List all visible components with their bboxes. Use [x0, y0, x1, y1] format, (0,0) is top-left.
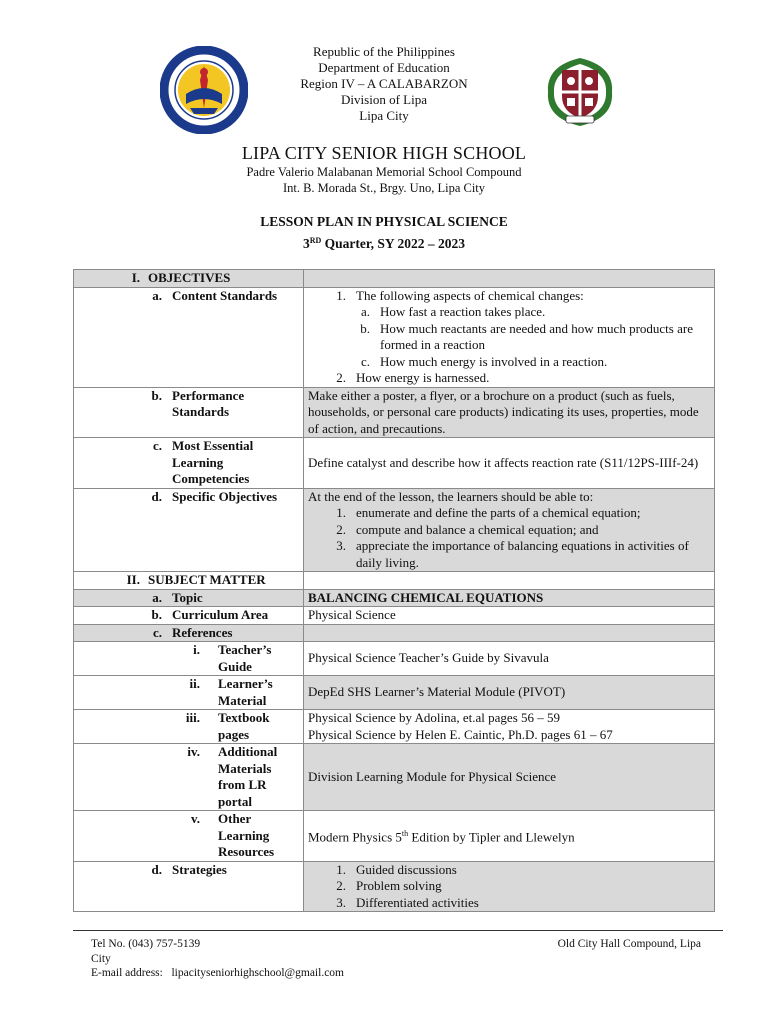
row-label: References: [172, 624, 233, 640]
row-label: Performance Standards: [172, 387, 245, 419]
table-row: v. Other Learning Resources Modern Physics 5th Edition by Tipler and Llewelyn: [74, 811, 715, 862]
section-title: SUBJECT MATTER: [148, 572, 266, 587]
row-value: Division Learning Module for Physical Science: [304, 744, 715, 811]
footer-email: E-mail address: lipacityseniorhighschool@gmail.com: [91, 967, 345, 979]
header-line: Lipa City: [359, 108, 409, 123]
footer-divider: [73, 930, 723, 931]
row-label: Learner’s Material: [218, 676, 273, 708]
school-address-1: Padre Valerio Malabanan Memorial School Compound: [246, 165, 522, 179]
table-row: a. Topic BALANCING CHEMICAL EQUATIONS: [74, 589, 715, 607]
row-value: DepEd SHS Learner’s Material Module (PIVOT): [304, 676, 715, 710]
table-row: iii. Textbook pages Physical Science by Adolina, et.al pages 56 – 59 Physical Science by Helen E. Caintic, Ph.D. pages 61 – 67: [74, 710, 715, 744]
letterhead: [0, 40, 768, 135]
lesson-plan-title-block: [0, 212, 768, 253]
row-label: Content Standards: [172, 287, 278, 303]
table-row: i. Teacher’s Guide Physical Science Teacher’s Guide by Sivavula: [74, 642, 715, 676]
row-label: Teacher’s Guide: [218, 642, 272, 674]
row-label: Topic: [172, 589, 203, 605]
row-value: Define catalyst and describe how it affects reaction rate (S11/12PS-IIIf-24): [304, 438, 715, 489]
quarter-line: 3RD Quarter, SY 2022 – 2023: [302, 236, 466, 251]
email-link[interactable]: lipacityseniorhighschool@gmail.com: [171, 967, 345, 979]
header-line: Republic of the Philippines: [313, 44, 455, 59]
footer-address-line1: Old City Hall Compound, Lipa: [557, 938, 701, 950]
table-row: d. Strategies 1. Guided discussions 2. Problem solving 3. Differentiated activities: [74, 861, 715, 912]
table-row: ii. Learner’s Material DepEd SHS Learner’s Material Module (PIVOT): [74, 676, 715, 710]
row-value: Physical Science by Helen E. Caintic, Ph.D. pages 61 – 67: [308, 726, 613, 742]
table-row: b. Performance Standards Make either a poster, a flyer, or a brochure on a product (such as fuels, households, or personal care products) indicating its uses, properties, mode of action, and precautions.: [74, 387, 715, 438]
row-value: Modern Physics 5th Edition by Tipler and Llewelyn: [304, 811, 715, 862]
lesson-plan-table: [73, 269, 715, 912]
topic-value: BALANCING CHEMICAL EQUATIONS: [304, 589, 715, 607]
row-label: Textbook pages: [218, 710, 270, 742]
row-label: Strategies: [172, 861, 227, 877]
row-label: Other Learning Resources: [218, 811, 275, 859]
row-label: Specific Objectives: [172, 488, 278, 504]
footer-address-line2: City: [91, 952, 111, 965]
header-line: Department of Education: [318, 60, 450, 75]
header-line: Region IV – A CALABARZON: [300, 76, 468, 91]
row-label: Curriculum Area: [172, 607, 269, 622]
footer-tel: Tel No. (043) 757-5139: [91, 938, 201, 950]
header-line: Division of Lipa: [341, 92, 427, 107]
table-row: b. Curriculum Area Physical Science: [74, 607, 715, 625]
lesson-plan-title: LESSON PLAN IN PHYSICAL SCIENCE: [260, 214, 508, 229]
school-address-2: Int. B. Morada St., Brgy. Uno, Lipa City: [282, 181, 486, 195]
section-row-subject-matter: II. SUBJECT MATTER: [74, 572, 715, 590]
table-row: c. Most Essential Learning Competencies Define catalyst and describe how it affects reaction rate (S11/12PS-IIIf-24): [74, 438, 715, 489]
row-label: Additional Materials from LR portal: [218, 744, 278, 809]
table-row: c. References: [74, 624, 715, 642]
section-row-objectives: I. OBJECTIVES: [74, 270, 715, 288]
lipa-city-seal-logo: [540, 52, 620, 132]
row-label: Most Essential Learning Competencies: [172, 438, 254, 486]
table-row: a. Content Standards 1. The following aspects of chemical changes: a. How fast a reaction takes place. b. How much reactants are needed and how much products are formed in a reaction c. How much energy is involved in a reaction. 2. How energy is harnessed.: [74, 287, 715, 387]
school-block: [0, 142, 768, 196]
row-value: Physical Science Teacher’s Guide by Sivavula: [304, 642, 715, 676]
row-value: Make either a poster, a flyer, or a brochure on a product (such as fuels, households, or personal care products) indicating its uses, properties, mode of action, and precautions.: [304, 387, 715, 438]
table-row: d. Specific Objectives At the end of the lesson, the learners should be able to: 1. enumerate and define the parts of a chemical equation; 2. compute and balance a chemical equation; and 3. appreciate the importance of balancing equations in activities of daily living.: [74, 488, 715, 572]
row-value: Physical Science by Adolina, et.al pages 56 – 59: [308, 710, 561, 725]
school-name: LIPA CITY SENIOR HIGH SCHOOL: [241, 143, 527, 163]
section-title: OBJECTIVES: [148, 270, 231, 285]
row-value: Physical Science: [304, 607, 715, 625]
table-row: iv. Additional Materials from LR portal Division Learning Module for Physical Science: [74, 744, 715, 811]
